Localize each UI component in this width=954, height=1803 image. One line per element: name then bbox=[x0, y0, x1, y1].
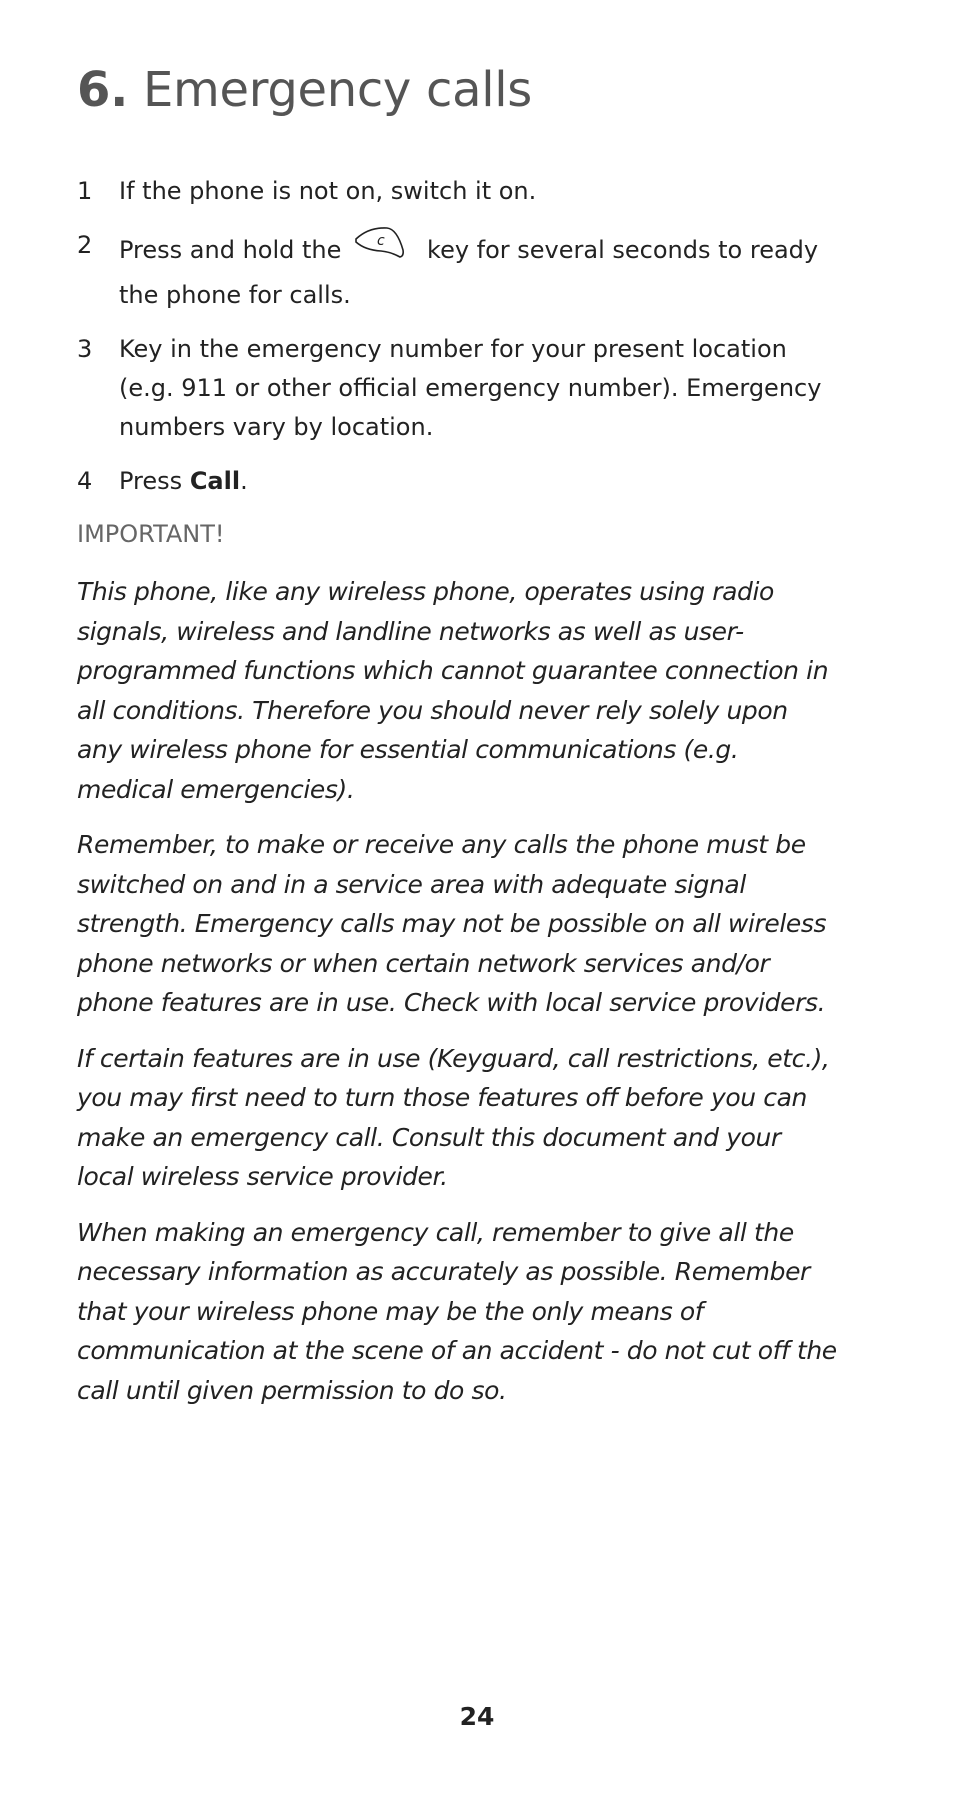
important-paragraph: When making an emergency call, remember to give all the necessary information as accurately as possible. Remember that your wireless phone may be the only means of communication at the scene of an accident - do not cut off the call until given permission to do so. bbox=[77, 1217, 837, 1405]
step-number: 2 bbox=[77, 231, 93, 259]
step-item bbox=[77, 462, 837, 501]
step-number: 1 bbox=[77, 177, 93, 205]
important-paragraph: Remember, to make or receive any calls the phone must be switched on and in a service area with adequate signal strength. Emergency calls may not be possible on all wireless phone networks or when certain network services and/or phone features are in use. Check with local service providers. bbox=[77, 830, 827, 1017]
call-softkey-label: Call bbox=[189, 467, 241, 495]
step-text bbox=[119, 226, 837, 315]
important-paragraph: This phone, like any wireless phone, operates using radio signals, wireless and landline networks as well as user-programmed functions which cannot guarantee connection in all conditions. Therefore you should never rely solely upon any wireless phone for essential communications (e.g. medical emergencies). bbox=[77, 577, 829, 804]
step-item bbox=[77, 330, 837, 447]
step-number: 3 bbox=[77, 335, 93, 363]
clear-key-icon bbox=[353, 224, 409, 274]
chapter-number: 6. bbox=[77, 62, 129, 118]
step-item bbox=[77, 172, 837, 211]
step-text-after: . bbox=[240, 467, 248, 495]
step-text-after: key for several seconds to ready the phone for calls. bbox=[119, 236, 819, 309]
step-text-before: Press and hold the bbox=[119, 236, 342, 264]
step-text: Key in the emergency number for your present location (e.g. 911 or other official emergency number). Emergency numbers vary by location. bbox=[119, 335, 822, 441]
important-notes bbox=[77, 572, 837, 1426]
chapter-title-text: Emergency calls bbox=[143, 62, 532, 118]
step-text bbox=[119, 462, 837, 501]
step-number: 4 bbox=[77, 467, 93, 495]
step-text: If the phone is not on, switch it on. bbox=[119, 177, 537, 205]
clear-key-label: c bbox=[377, 233, 386, 249]
step-text-before: Press bbox=[119, 467, 183, 495]
step-item bbox=[77, 226, 837, 315]
important-paragraph: If certain features are in use (Keyguard, call restrictions, etc.), you may first need to turn those features off before you can make an emergency call. Consult this document and your local wireless service provider. bbox=[77, 1043, 830, 1191]
page-number: 24 bbox=[459, 1702, 495, 1731]
chapter-title bbox=[77, 62, 532, 118]
step-list bbox=[77, 172, 837, 516]
important-heading: IMPORTANT! bbox=[77, 520, 225, 548]
